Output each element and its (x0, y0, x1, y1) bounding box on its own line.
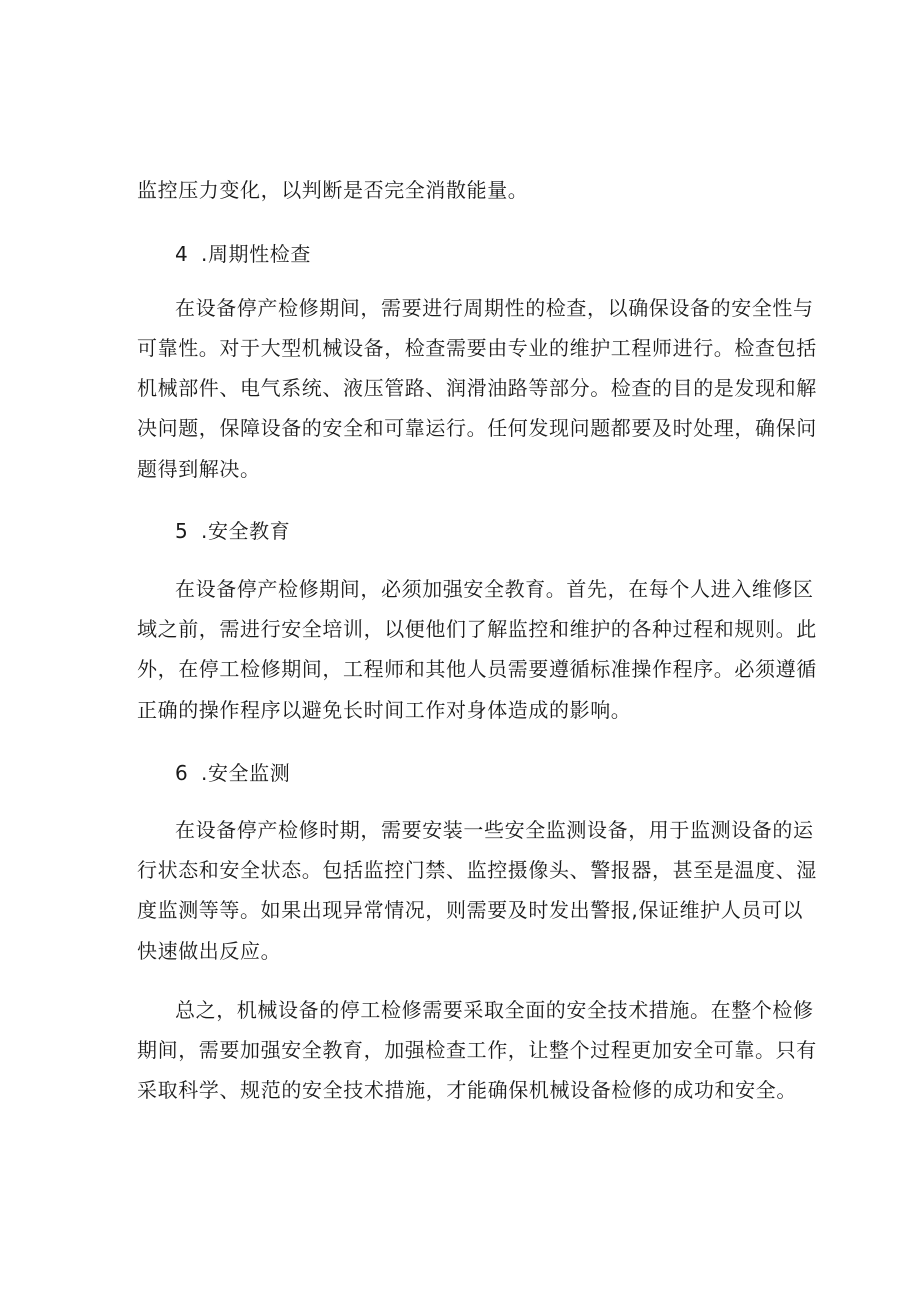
paragraph-line: 采取科学、规范的安全技术措施，才能确保机械设备检修的成功和安全。 (137, 1078, 797, 1102)
paragraph-line: 总之，机械设备的停工检修需要采取全面的安全技术措施。在整个检修 (175, 998, 814, 1022)
section-heading-6 (175, 759, 290, 787)
paragraph-line: 域之前，需进行安全培训，以便他们了解监控和维护的各种过程和规则。此 (137, 617, 817, 641)
section-title: .安全教育 (201, 519, 291, 543)
section-number: 6 (175, 761, 189, 785)
paragraph-line: 在设备停产检修期间，必须加强安全教育。首先，在每个人进入维修区 (175, 577, 814, 601)
section-number: 5 (175, 519, 189, 543)
paragraph-line: 机械部件、电气系统、液压管路、润滑油路等部分。检查的目的是发现和解 (137, 376, 817, 400)
paragraph-line: 度监测等等。如果出现异常情况，则需要及时发出警报,保证维护人员可以 (137, 898, 804, 922)
paragraph-line: 期间，需要加强安全教育，加强检查工作，让整个过程更加安全可靠。只有 (137, 1038, 817, 1062)
section-heading-5 (175, 517, 290, 545)
section-heading-4 (175, 240, 311, 268)
section-title: .周期性检查 (201, 242, 311, 266)
paragraph-line: 外，在停工检修期间，工程师和其他人员需要遵循标准操作程序。必须遵循 (137, 657, 817, 681)
paragraph-line: 题得到解决。 (137, 457, 261, 481)
section-title: .安全监测 (201, 761, 291, 785)
paragraph-line: 快速做出反应。 (137, 939, 282, 963)
paragraph-line: 决问题，保障设备的安全和可靠运行。任何发现问题都要及时处理，确保问 (137, 416, 817, 440)
paragraph-line: 在设备停产检修时期，需要安装一些安全监测设备，用于监测设备的运 (175, 818, 814, 842)
paragraph-line: 正确的操作程序以避免长时间工作对身体造成的影响。 (137, 698, 632, 722)
paragraph-line: 在设备停产检修期间，需要进行周期性的检查，以确保设备的安全性与 (175, 296, 814, 320)
paragraph-line: 可靠性。对于大型机械设备，检查需要由专业的维护工程师进行。检查包括 (137, 336, 817, 360)
section-number: 4 (175, 242, 189, 266)
paragraph-line: 行状态和安全状态。包括监控门禁、监控摄像头、警报器，甚至是温度、湿 (137, 858, 817, 882)
paragraph-line: 监控压力变化，以判断是否完全消散能量。 (137, 178, 529, 202)
